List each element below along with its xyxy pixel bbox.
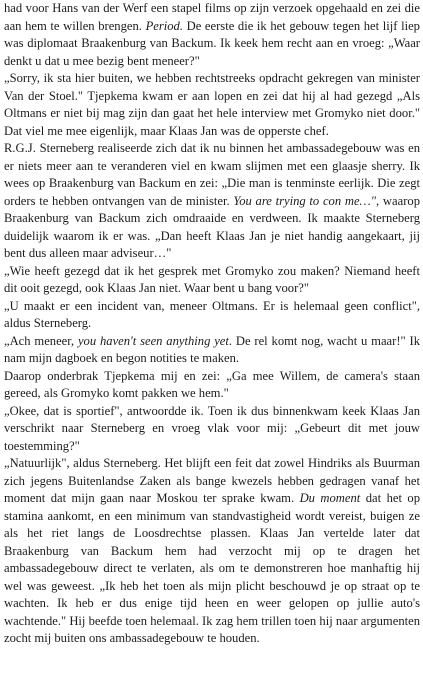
body-text	[4, 0, 420, 648]
italic-text-run: You are trying to con me…"	[233, 193, 377, 208]
text-run: had voor Hans van der Werf een stapel films op zijn verzoek opgehaald en zei die aan hem te willen brengen.	[4, 1, 420, 33]
text-run: Daarop onderbrak Tjepkema mij en zei: „Ga mee Willem, de camera's staan gereed, als Gromyko komt pakken we hem."	[4, 368, 420, 400]
paragraph-sterneberg-sherry	[4, 140, 420, 263]
text-run: R.G.J. Sterneberg realiseerde zich dat ik nu binnen het ambassadegebouw was en er niets meer aan te veranderen viel en kwam slijmen met een glaasje sherry. Ik wees op Braakenburg van Backum en zei: „Die man is tenminste eerlijk. Die zegt orders te hebben ontvangen van de minister.	[4, 141, 420, 208]
paragraph-sorry	[4, 70, 420, 140]
paragraph-ach-meneer	[4, 333, 420, 368]
text-run: , waarop Braakenburg van Backum zich omdraaide en verdween. Ik maakte Sterneberg duidelijk waarom ik er was. „Dan heeft Klaas Jan je niet handig aangekaart, jij bent dus alleen maar adviseur…"	[4, 193, 420, 260]
paragraph-natuurlijk	[4, 455, 420, 648]
text-run: dat het op stamina aankomt, en een minimum van standvastigheid wordt vereist, buigen ze als het riet langs de Loosdrechtse plassen. Klaas Jan vertelde later dat Braakenburg van Backum hem had verzocht mij op te dragen het ambassadegebouw direct te verlaten, als om te demonstreren hoe manhaftig hij wel was geweest. „Ik heb het toen als mijn plicht beschouwd je op straat op te wachten. Ik heb er dus enige tijd heen en weer gelopen op jullie auto's wachtende." Hij beefde toen helemaal. Ik zag hem trillen toen hij naar argumenten zocht mij buiten ons ambassadegebouw te houden.	[4, 491, 420, 645]
text-run: De eerste die ik het gebouw tegen het lijf liep was diplomaat Braakenburg van Backum. Ik keek hem recht aan en vroeg: „Waar denkt u dat u mee bezig bent meneer?"	[4, 18, 420, 68]
paragraph-incident	[4, 298, 420, 333]
text-run: „U maakt er een incident van, meneer Oltmans. Er is helemaal geen conflict", aldus Sterneberg.	[4, 298, 420, 330]
text-run: . De rel komt nog, wacht u maar!" Ik nam mijn dagboek en begon notities te maken.	[4, 333, 421, 365]
paragraph-wie-heeft-gezegd	[4, 263, 420, 298]
paragraph-stapel-films	[4, 0, 420, 70]
italic-text-run: Period.	[145, 18, 183, 33]
paragraph-tjepkema-camera	[4, 368, 420, 403]
paragraph-okee-sportief	[4, 403, 420, 456]
italic-text-run: Du moment	[299, 491, 361, 505]
text-run: „Sorry, ik sta hier buiten, we hebben rechtstreeks opdracht gekregen van minister Van der Stoel." Tjepkema kwam er aan lopen en zei dat hij al had gezegd „Als Oltmans er niet bij mag zijn dan gaat het hele interview met Gromyko niet door." Dat viel me mee eigenlijk, maar Klaas Jan was de opperste chef.	[4, 71, 420, 138]
italic-text-run: you haven't seen anything yet	[77, 333, 229, 348]
text-run: „Ach meneer,	[4, 333, 78, 348]
text-run: „Wie heeft gezegd dat ik het gesprek met Gromyko zou maken? Niemand heeft dit ooit gezegd, ook Klaas Jan niet. Waar bent u bang voor?"	[4, 263, 420, 295]
text-run: „Natuurlijk", aldus Sterneberg. Het blijft een feit dat zowel Hindriks als Buurman zich jegens Buitenlandse Zaken als bange kwezels hebben gedragen vanaf het moment dat mijn gaan naar Moskou ter sprake kwam.	[4, 456, 420, 505]
text-run: „Okee, dat is sportief", antwoordde ik. Toen ik dus binnenkwam keek Klaas Jan verschrikt naar Sterneberg en vroeg vlak voor mij: „Gebeurt dit met jouw toestemming?"	[4, 403, 420, 453]
